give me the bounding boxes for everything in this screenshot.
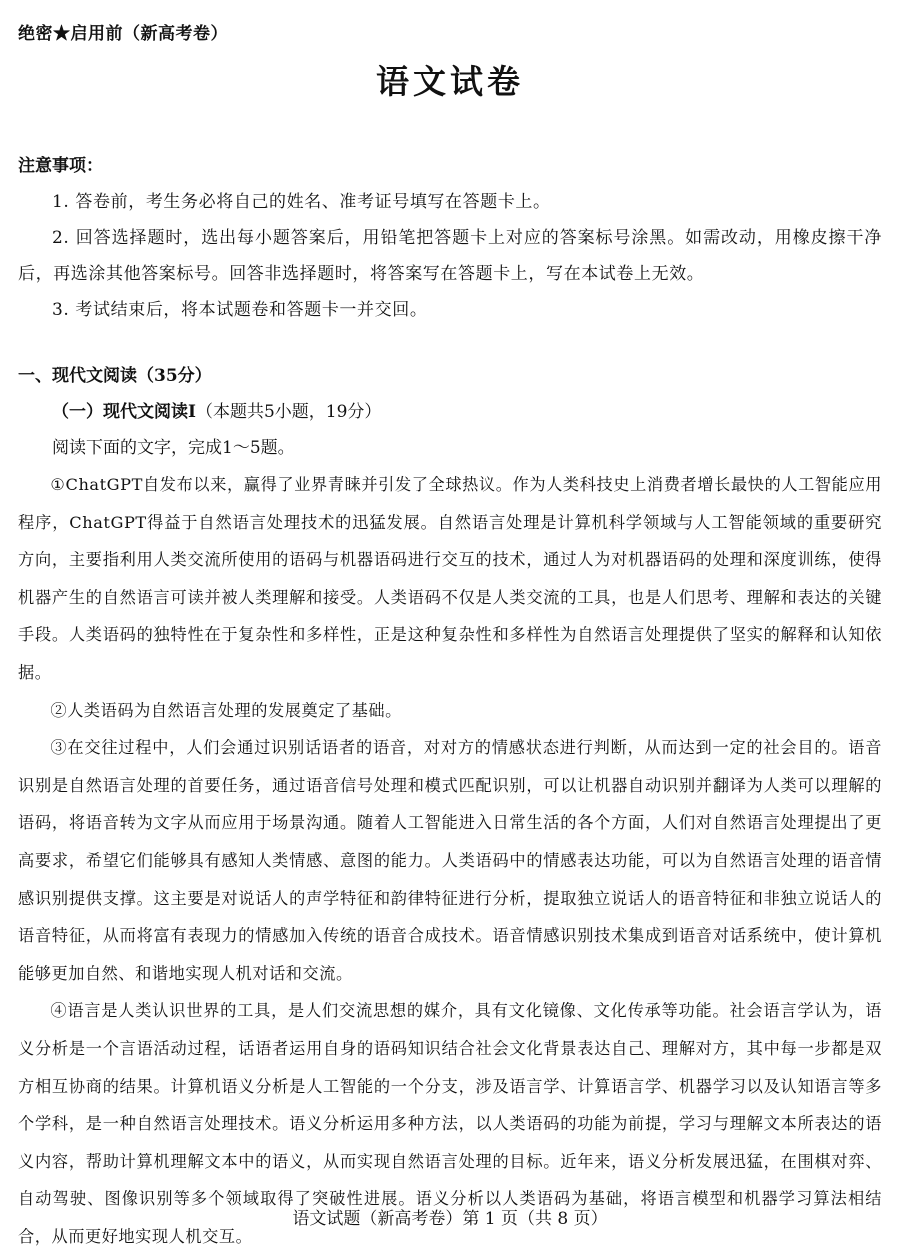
page-footer: 语文试题（新高考卷）第 1 页（共 8 页） [292,1209,608,1229]
paragraph-2: ②人类语码为自然语言处理的发展奠定了基础。 [50,700,402,720]
secret-label: 绝密★启用前（新高考卷） [18,24,228,44]
notice-heading: 注意事项： [18,156,103,176]
notice-item-3: 3. 考试结束后，将本试题卷和答题卡一并交回。 [52,300,428,320]
section-heading: 一、现代文阅读（35分） [18,366,212,386]
notice-item-1: 1. 答卷前，考生务必将自己的姓名、准考证号填写在答题卡上。 [52,192,551,212]
notice-item-2: 2. 回答选择题时，选出每小题答案后，用铅笔把答题卡上对应的答案标号涂黑。如需改动，用橡皮擦干净后，再选涂其他答案标号。回答非选择题时，将答案写在答题卡上，写在本试卷上无效。 [18,228,882,284]
subsection-heading [18,394,882,430]
subsection-score-info: （本题共5小题，19分） [195,402,382,422]
subsection-title: （一）现代文阅读Ⅰ [52,402,196,422]
notice-list [18,184,882,328]
paragraph-1: ①ChatGPT自发布以来，赢得了业界青睐并引发了全球热议。作为人类科技史上消费者增长最快的人工智能应用程序，ChatGPT得益于自然语言处理技术的迅猛发展。自然语言处理是计算机科学领域与人工智能领域的重要研究方向，主要指利用人类交流所使用的语码与机器语码进行交互的技术，通过人为对机器语码的处理和深度训练，使得机器产生的自然语言可读并被人类理解和接受。人类语码不仅是人类交流的工具，也是人们思考、理解和表达的关键手段。人类语码的独特性在于复杂性和多样性，正是这种复杂性和多样性为自然语言处理提供了坚实的解释和认知依据。 [18,475,882,682]
paragraph-4: ④语言是人类认识世界的工具，是人们交流思想的媒介，具有文化镜像、文化传承等功能。社会语言学认为，语义分析是一个言语活动过程，话语者运用自身的语码知识结合社会文化背景表达自己、理解对方，其中每一步都是双方相互协商的结果。计算机语义分析是人工智能的一个分支，涉及语言学、计算语言学、机器学习以及认知语言等多个学科，是一种自然语言处理技术。语义分析运用多种方法，以人类语码的功能为前提，学习与理解文本所表达的语义内容，帮助计算机理解文本中的语义，从而实现自然语言处理的目标。近年来，语义分析发展迅猛，在围棋对弈、自动驾驶、图像识别等多个领域取得了突破性进展。语义分析以人类语码为基础，将语言模型和机器学习算法相结合，从而更好地实现人机交互。 [18,1001,882,1246]
document-title: 语文试卷 [376,62,524,101]
paragraph-3: ③在交往过程中，人们会通过识别话语者的语音，对对方的情感状态进行判断，从而达到一定的社会目的。语音识别是自然语言处理的首要任务，通过语音信号处理和模式匹配识别，可以让机器自动识别并翻译为人类可以理解的语码，将语音转为文字从而应用于场景沟通。随着人工智能进入日常生活的各个方面，人们对自然语言处理提出了更高要求，希望它们能够具有感知人类情感、意图的能力。人类语码中的情感表达功能，可以为自然语言处理的语音情感识别提供支撑。这主要是对说话人的声学特征和韵律特征进行分析，提取独立说话人的语音特征和非独立说话人的语音特征，从而将富有表现力的情感加入传统的语音合成技术。语音情感识别技术集成到语音对话系统中，使计算机能够更加自然、和谐地实现人机对话和交流。 [18,738,882,983]
reading-instruction: 阅读下面的文字，完成1～5题。 [52,438,295,458]
